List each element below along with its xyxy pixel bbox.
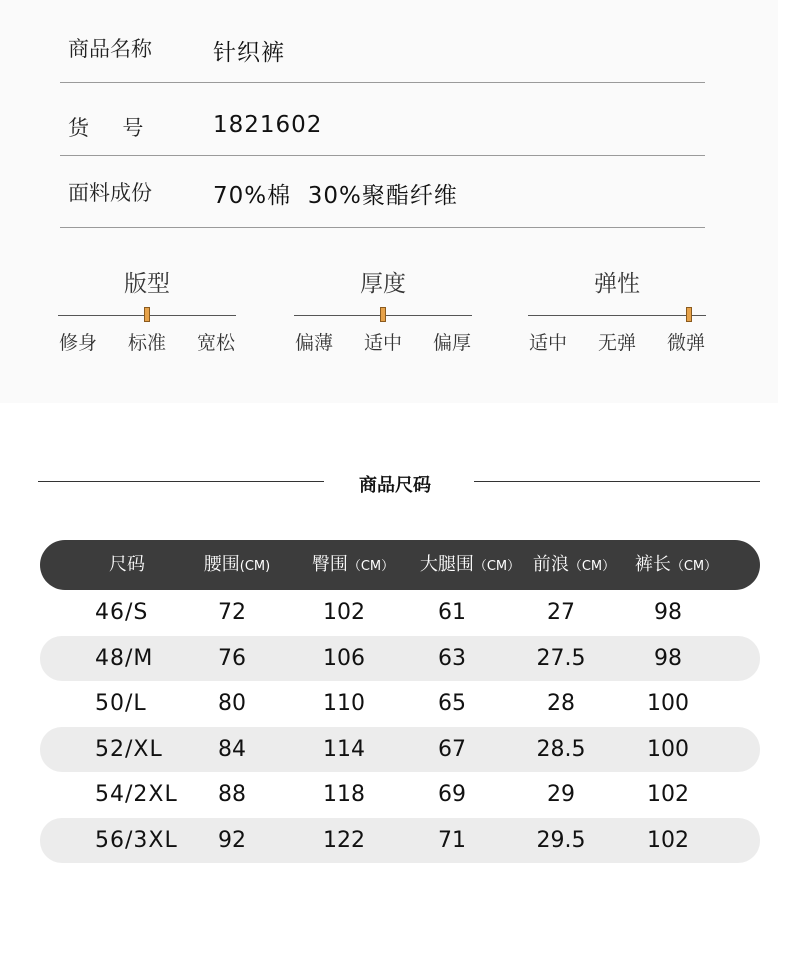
table-cell: 100 (647, 691, 689, 716)
table-cell: 102 (647, 827, 689, 853)
scale-option: 偏薄 (294, 332, 334, 354)
table-cell: 28.5 (536, 736, 586, 762)
table-cell: 69 (438, 782, 466, 807)
scale-title: 弹性 (594, 271, 640, 297)
size-table-header (40, 540, 760, 590)
scale-option: 修身 (58, 332, 98, 354)
table-cell: 67 (438, 736, 466, 762)
scale-option: 适中 (363, 332, 403, 354)
table-cell: 106 (323, 645, 365, 671)
scale-marker (380, 307, 386, 322)
table-cell: 102 (647, 782, 689, 807)
scale-title: 厚度 (360, 271, 406, 297)
table-cell: 72 (218, 600, 246, 625)
table-row (40, 727, 760, 772)
table-cell: 54/2XL (95, 782, 178, 807)
table-cell: 98 (654, 600, 682, 625)
info-row-name (60, 0, 705, 83)
table-cell: 63 (438, 645, 466, 671)
table-cell: 48/M (95, 645, 154, 671)
table-cell: 110 (323, 691, 365, 716)
sku-value: 1821602 (213, 112, 323, 138)
table-cell: 84 (218, 736, 246, 762)
scale-option: 适中 (528, 332, 568, 354)
table-row (40, 590, 760, 635)
table-row (40, 772, 760, 817)
table-cell: 102 (323, 600, 365, 625)
info-row-fabric (60, 155, 705, 228)
scale-option: 标准 (127, 332, 167, 354)
table-row (40, 818, 760, 863)
table-cell: 52/XL (95, 736, 163, 762)
table-cell: 28 (547, 691, 575, 716)
scale-line (528, 315, 706, 316)
header-front-rise: 前浪（CM） (532, 554, 616, 575)
scale-marker (686, 307, 692, 322)
table-cell: 71 (438, 827, 466, 853)
product-info-panel (0, 0, 778, 403)
size-section-title: 商品尺码 (359, 475, 431, 496)
scale-option: 微弹 (666, 332, 706, 354)
table-cell: 29 (547, 782, 575, 807)
table-cell: 27 (547, 600, 575, 625)
table-cell: 46/S (95, 600, 149, 625)
table-cell: 27.5 (536, 645, 586, 671)
thickness-scale (294, 262, 472, 362)
table-cell: 92 (218, 827, 246, 853)
fit-scale (58, 262, 236, 362)
table-cell: 80 (218, 691, 246, 716)
fabric-value: 70%棉 30%聚酯纤维 (213, 183, 458, 209)
scale-title: 版型 (124, 271, 170, 297)
table-cell: 98 (654, 645, 682, 671)
header-hip: 臀围（CM） (311, 554, 395, 575)
table-cell: 100 (647, 736, 689, 762)
table-row (40, 636, 760, 681)
header-thigh: 大腿围（CM） (419, 554, 521, 575)
table-cell: 76 (218, 645, 246, 671)
header-length: 裤长（CM） (634, 554, 718, 575)
info-row-sku (60, 82, 705, 156)
table-cell: 88 (218, 782, 246, 807)
table-cell: 56/3XL (95, 827, 178, 853)
table-cell: 50/L (95, 691, 147, 716)
name-label: 商品名称 (68, 37, 152, 61)
table-cell: 118 (323, 782, 365, 807)
section-rule-right (474, 481, 760, 482)
scale-option: 偏厚 (432, 332, 472, 354)
sku-label: 货 号 (68, 116, 144, 140)
table-cell: 65 (438, 691, 466, 716)
scale-option: 无弹 (597, 332, 637, 354)
elasticity-scale (528, 262, 706, 362)
table-cell: 114 (323, 736, 365, 762)
table-cell: 61 (438, 600, 466, 625)
name-value: 针织裤 (213, 40, 285, 66)
scale-option: 宽松 (196, 332, 236, 354)
scale-marker (144, 307, 150, 322)
table-cell: 122 (323, 827, 365, 853)
header-size: 尺码 (109, 554, 145, 575)
table-row (40, 681, 760, 726)
header-waist: 腰围(CM) (203, 554, 271, 575)
table-cell: 29.5 (536, 827, 586, 853)
fabric-label: 面料成份 (68, 181, 152, 205)
